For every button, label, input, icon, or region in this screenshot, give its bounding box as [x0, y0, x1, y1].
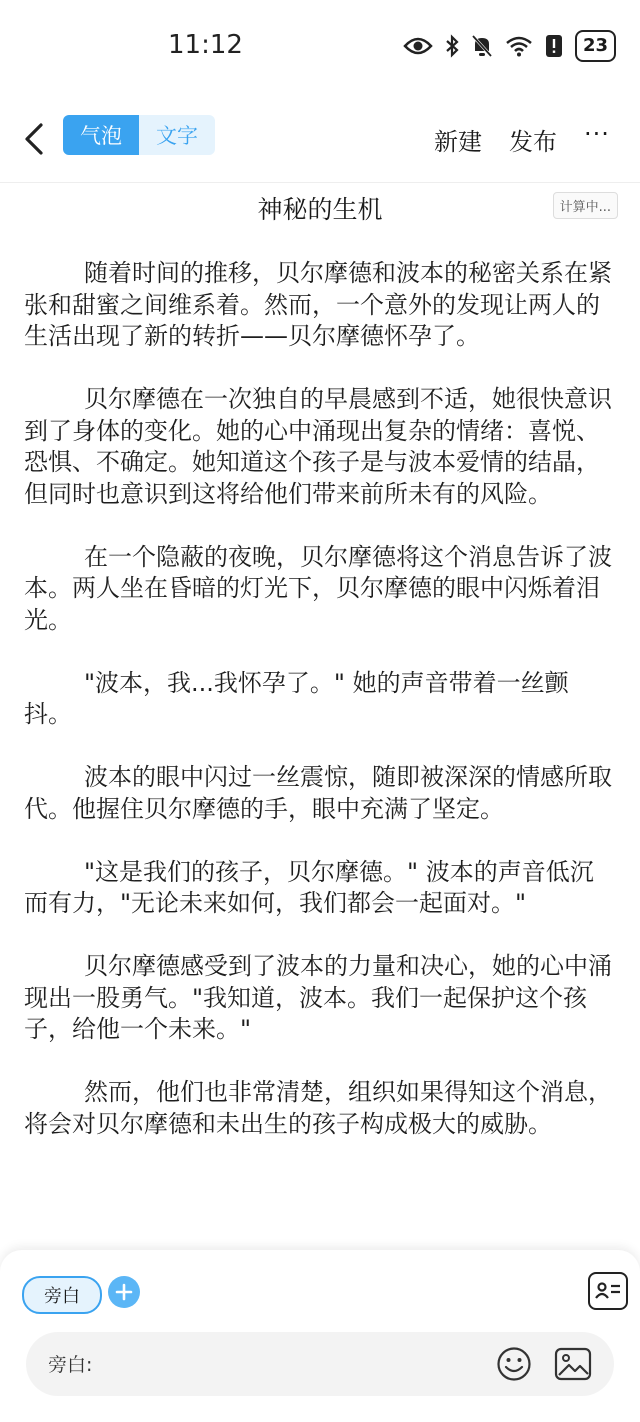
document-title: 神秘的生机 [257, 195, 383, 224]
story-paragraph: 然而，他们也非常清楚，组织如果得知这个消息，将会对贝尔摩德和未出生的孩子构成极大的威胁。 [24, 1078, 612, 1138]
story-paragraph: "这是我们的孩子，贝尔摩德。" 波本的声音低沉而有力，"无论未来如何，我们都会一起面对。" [24, 857, 594, 917]
story-paragraph: 波本的眼中闪过一丝震惊，随即被深深的情感所取代。他握住贝尔摩德的手，眼中充满了坚定。 [24, 763, 612, 823]
mode-switch [63, 115, 215, 155]
tab-text[interactable]: 文字 [139, 115, 215, 155]
story-content[interactable] [24, 258, 616, 1248]
alert-icon [545, 32, 563, 60]
eye-icon [403, 32, 433, 60]
image-button[interactable] [554, 1346, 592, 1382]
back-button[interactable] [18, 116, 50, 162]
top-nav [0, 96, 640, 183]
back-arrow-icon [23, 122, 45, 156]
role-card-button[interactable] [588, 1272, 628, 1310]
role-card-icon [594, 1278, 622, 1304]
add-role-button[interactable] [108, 1276, 140, 1308]
story-paragraph: 在一个隐蔽的夜晚，贝尔摩德将这个消息告诉了波本。两人坐在昏暗的灯光下，贝尔摩德的眼中闪烁着泪光。 [24, 542, 612, 634]
emoji-button[interactable] [496, 1346, 532, 1382]
calculating-badge: 计算中... [553, 192, 618, 219]
emoji-icon [496, 1346, 532, 1382]
story-paragraph: "波本，我...我怀孕了。" 她的声音带着一丝颤抖。 [24, 668, 569, 728]
message-input[interactable] [46, 1346, 490, 1384]
battery-icon: 23 [575, 30, 616, 62]
bluetooth-icon [445, 32, 459, 60]
message-input-box [26, 1332, 614, 1396]
bell-off-icon [471, 32, 493, 60]
image-icon [554, 1346, 592, 1382]
role-chip-narrator[interactable]: 旁白 [22, 1276, 102, 1314]
publish-button[interactable]: 发布 [509, 128, 557, 156]
more-button[interactable]: ··· [584, 120, 610, 148]
status-icons [403, 30, 616, 62]
add-icon [115, 1283, 133, 1301]
story-paragraph: 贝尔摩德在一次独自的早晨感到不适，她很快意识到了身体的变化。她的心中涌现出复杂的情绪：喜悦、恐惧、不确定。她知道这个孩子是与波本爱情的结晶，但同时也意识到这将给他们带来前所未有的风险。 [24, 385, 612, 508]
status-time: 11:12 [168, 30, 243, 60]
compose-panel [0, 1250, 640, 1422]
tab-bubble[interactable]: 气泡 [63, 115, 139, 155]
wifi-icon [505, 32, 533, 60]
status-bar [0, 0, 640, 96]
new-button[interactable]: 新建 [434, 128, 482, 156]
story-paragraph: 随着时间的推移，贝尔摩德和波本的秘密关系在紧张和甜蜜之间维系着。然而，一个意外的发现让两人的生活出现了新的转折——贝尔摩德怀孕了。 [24, 259, 612, 350]
story-paragraph: 贝尔摩德感受到了波本的力量和决心，她的心中涌现出一股勇气。"我知道，波本。我们一起保护这个孩子，给他一个未来。" [24, 952, 612, 1043]
